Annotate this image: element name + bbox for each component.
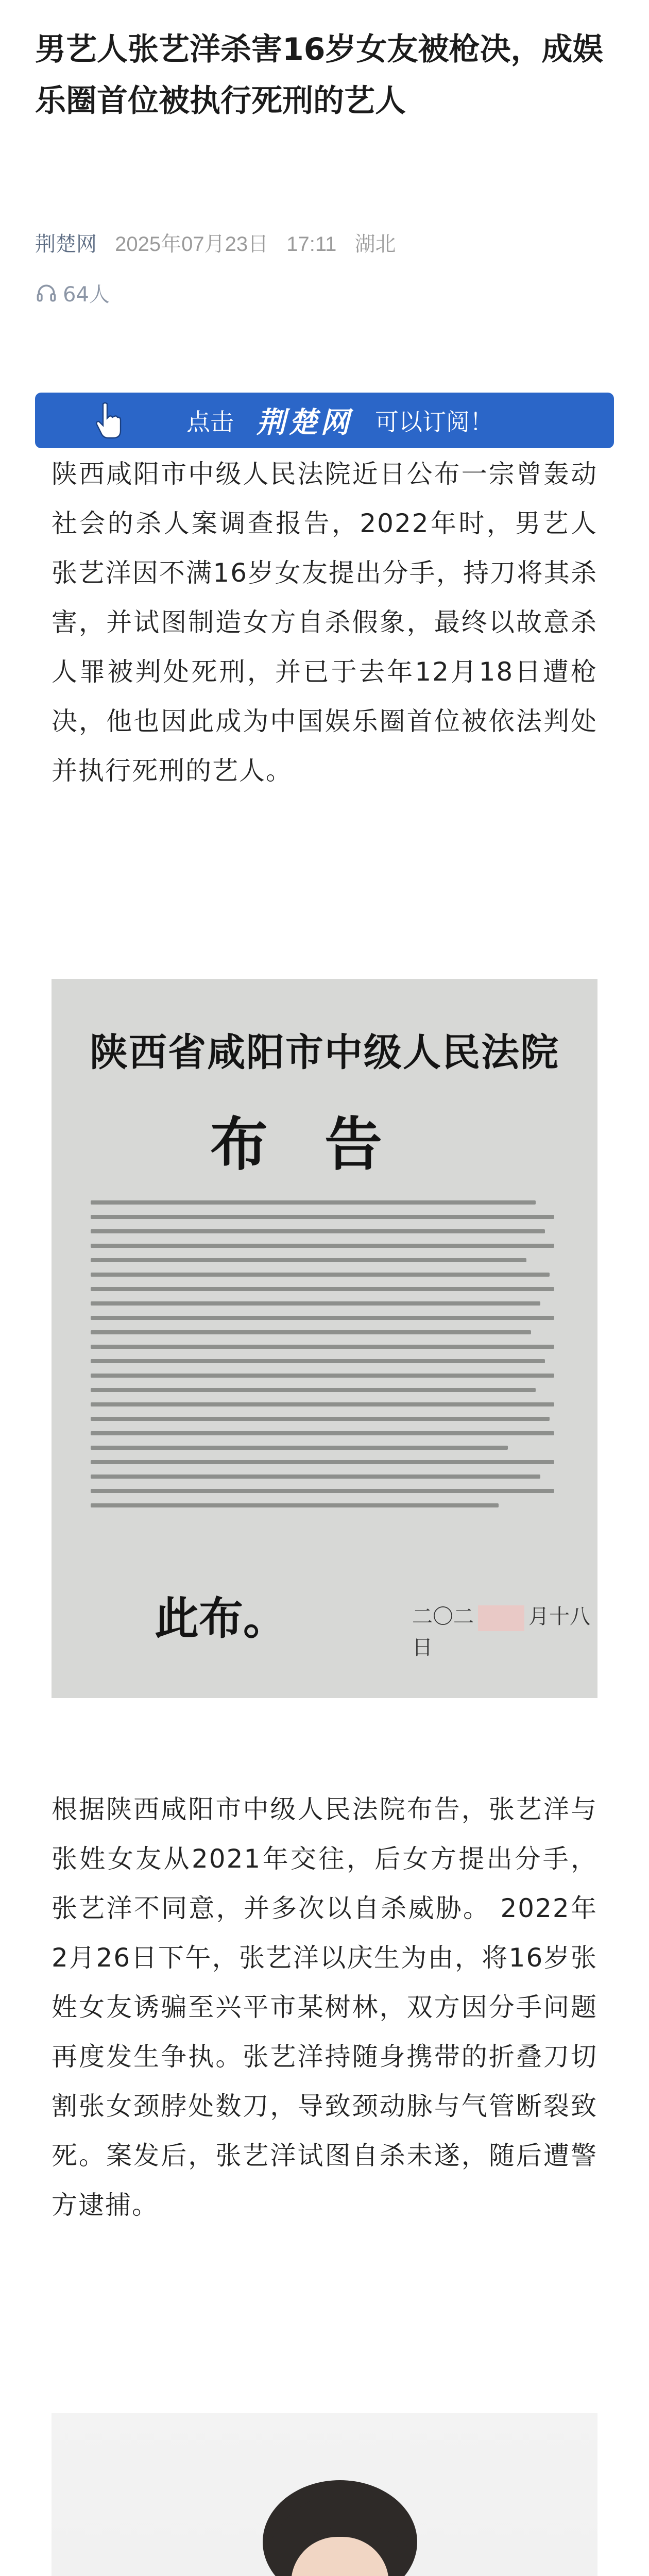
notice-date-left: 二〇二 xyxy=(412,1605,474,1629)
banner-prefix: 点击 xyxy=(186,408,234,436)
paragraph-1: 陕西咸阳市中级人民法院近日公布一宗曾轰动社会的杀人案调查报告，2022年时，男艺人张艺洋因不满16岁女友提出分手，持刀将其杀害，并试图制造女方自杀假象，最终以故意杀人罪被判处死刑，并已于去年12月18日遭枪决，他也因此成为中国娱乐圈首位被依法判处并执行死刑的艺人。 xyxy=(52,459,597,786)
article-meta xyxy=(35,228,408,257)
notice-date xyxy=(412,1600,597,1660)
notice-closing: 此布。 xyxy=(155,1592,287,1645)
portrait-photo xyxy=(52,2413,597,2576)
notice-body-text xyxy=(91,1200,554,1518)
banner-brand-logo: 荆楚网 xyxy=(257,405,352,439)
notice-date-right: 月十八日 xyxy=(412,1605,590,1659)
banner-suffix: 可以订阅！ xyxy=(375,408,493,436)
subscribe-banner[interactable] xyxy=(35,393,614,448)
notice-court-name: 陕西省咸阳市中级人民法院 xyxy=(90,1030,559,1075)
paragraph-2: 根据陕西咸阳市中级人民法院布告，张艺洋与张姓女友从2021年交往，后女方提出分手，张艺洋不同意，并多次以自杀威胁。 2022年2月26日下午，张艺洋以庆生为由，将16岁张姓女友诱骗至兴平市某树林，双方因分手问题再度发生争执。张艺洋持随身携带的折叠刀切割张女颈脖处数刀，导致颈动脉与气管断裂致死。案发后，张艺洋试图自杀未遂，随后遭警方逮捕。 xyxy=(52,1794,597,2220)
publish-time: 17:11 xyxy=(286,233,337,256)
listen-count-text: 64人 xyxy=(63,283,110,307)
man-in-white-suit-image xyxy=(52,2413,597,2576)
article-title: 男艺人张艺洋杀害16岁女友被枪决，成娱乐圈首位被执行死刑的艺人 xyxy=(35,31,604,119)
pointer-hand-icon xyxy=(93,400,124,441)
notice-heading: 布告 xyxy=(210,1111,439,1178)
headphones-icon xyxy=(35,282,58,304)
source-link[interactable]: 荆楚网 xyxy=(35,233,97,256)
region: 湖北 xyxy=(354,233,396,256)
listen-count[interactable] xyxy=(35,278,110,308)
publish-date: 2025年07月23日 xyxy=(115,233,269,256)
court-notice-image xyxy=(52,979,597,1698)
